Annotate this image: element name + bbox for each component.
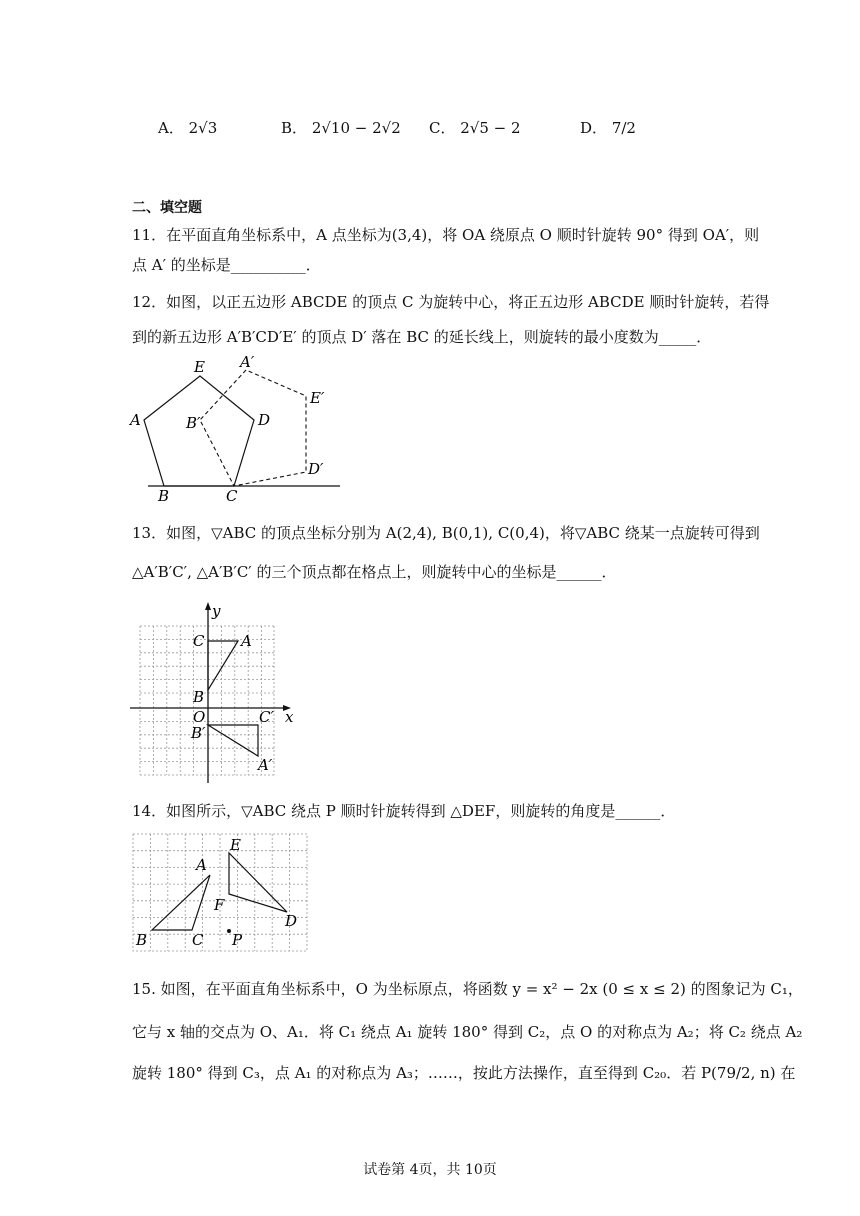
label-a: A	[130, 411, 141, 429]
q13-figure	[125, 598, 300, 783]
label-p: P	[232, 931, 243, 949]
q15-line2: 它与 x 轴的交点为 O、A₁．将 C₁ 绕点 A₁ 旋转 180° 得到 C₂，点 O 的对称点为 A₂；将 C₂ 绕点 A₂	[132, 1023, 803, 1041]
label-c: C	[226, 487, 238, 502]
label-b-prime: B′	[191, 724, 206, 742]
option-a: A． 2√3	[158, 119, 218, 137]
label-e: E	[194, 358, 205, 376]
q11-line2: 点 A′ 的坐标是__________．	[132, 256, 321, 274]
label-a-prime: A′	[258, 756, 273, 774]
label-b: B	[193, 688, 205, 706]
triangle-a-prime	[208, 725, 258, 756]
q12-line1: 12．如图，以正五边形 ABCDE 的顶点 C 为旋转中心，将正五边形 ABCDE 顺时针旋转，若得	[132, 293, 770, 311]
q12-line2: 到的新五边形 A′B′CD′E′ 的顶点 D′ 落在 BC 的延长线上，则旋转的最小度数为_____．	[132, 328, 712, 346]
label-d: D	[285, 912, 298, 930]
option-d: D． 7/2	[580, 119, 636, 137]
label-a: A	[196, 856, 207, 874]
point-p	[227, 929, 231, 933]
q15-line3: 旋转 180° 得到 C₃，点 A₁ 的对称点为 A₃；……，按此方法操作，直至得到 C₂₀．若 P(79/2, n) 在	[132, 1064, 796, 1082]
q15-line1: 15. 如图，在平面直角坐标系中，O 为坐标原点，将函数 y = x² − 2x (0 ≤ x ≤ 2) 的图象记为 C₁，	[132, 980, 803, 998]
label-a: A	[241, 632, 252, 650]
label-b-prime: B′	[186, 414, 201, 432]
label-y: y	[212, 602, 221, 620]
label-c: C	[192, 931, 204, 949]
option-c: C． 2√5 − 2	[429, 119, 521, 137]
q13-line2: △A′B′C′, △A′B′C′ 的三个顶点都在格点上，则旋转中心的坐标是______．	[132, 563, 617, 581]
label-e-prime: E′	[310, 389, 325, 407]
triangle-abc	[152, 875, 210, 930]
page-footer: 试卷第 4页，共 10页	[363, 1162, 497, 1178]
q14-line1: 14．如图所示，▽ABC 绕点 P 顺时针旋转得到 △DEF，则旋转的角度是______．	[132, 802, 676, 820]
q11-line1: 11．在平面直角坐标系中，A 点坐标为(3,4)，将 OA 绕原点 O 顺时针旋转 90° 得到 OA′，则	[132, 226, 760, 244]
label-x: x	[285, 708, 294, 726]
q13-grid	[140, 626, 274, 775]
pentagon-rotated	[200, 370, 306, 486]
label-o: O	[193, 708, 206, 726]
label-b: B	[158, 487, 170, 502]
label-e: E	[230, 836, 241, 854]
label-d: D	[258, 411, 271, 429]
y-axis-arrow	[205, 602, 211, 610]
q14-grid	[133, 834, 307, 951]
label-b: B	[136, 931, 148, 949]
label-d-prime: D′	[308, 460, 324, 478]
option-b: B． 2√10 − 2√2	[281, 119, 401, 137]
triangle-abc	[208, 641, 238, 690]
q12-figure	[128, 352, 348, 502]
label-c-prime: C′	[259, 708, 274, 726]
q13-line1: 13．如图，▽ABC 的顶点坐标分别为 A(2,4), B(0,1), C(0,4)，将▽ABC 绕某一点旋转可得到	[132, 524, 760, 542]
section-title: 二、填空题	[132, 200, 202, 216]
label-a-prime: A′	[240, 353, 255, 371]
q14-figure	[128, 830, 310, 955]
label-c: C	[193, 632, 205, 650]
label-f: F	[214, 896, 225, 914]
